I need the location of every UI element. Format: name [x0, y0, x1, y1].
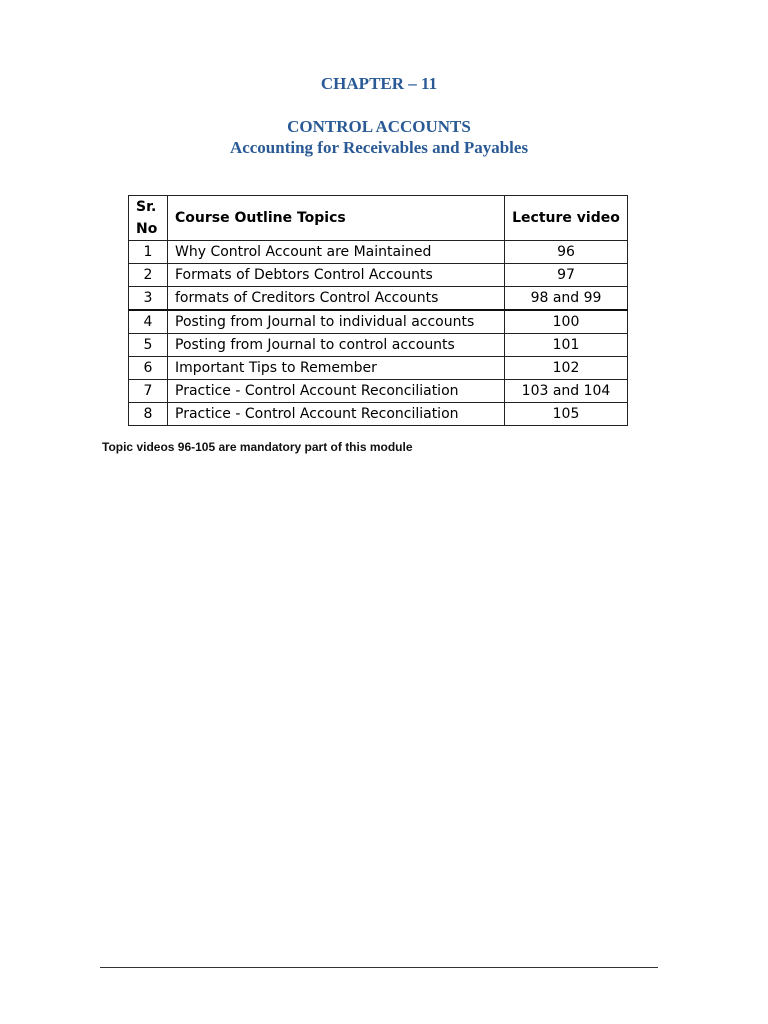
row-topic: Posting from Journal to control accounts: [168, 334, 505, 357]
row-sr: 7: [129, 380, 168, 403]
row-topic: Practice - Control Account Reconciliation: [168, 380, 505, 403]
header-sr-line2: No: [136, 221, 158, 237]
row-topic: Why Control Account are Maintained: [168, 241, 505, 264]
section-subtitle: Accounting for Receivables and Payables: [229, 138, 529, 157]
row-sr: 2: [129, 264, 168, 287]
row-video: 101: [505, 334, 628, 357]
table-row: [129, 310, 628, 334]
table-row: [129, 357, 628, 380]
header-sr-line1: Sr.: [136, 199, 157, 215]
row-topic: Practice - Control Account Reconciliation: [168, 403, 505, 426]
row-sr: 3: [129, 287, 168, 311]
table-row: [129, 264, 628, 287]
table-row: [129, 403, 628, 426]
row-video: 103 and 104: [505, 380, 628, 403]
row-video: 98 and 99: [505, 287, 628, 311]
row-sr: 5: [129, 334, 168, 357]
row-sr: 1: [129, 241, 168, 264]
course-outline-table: [128, 195, 628, 426]
header-topics: Course Outline Topics: [168, 196, 505, 241]
row-sr: 6: [129, 357, 168, 380]
mandatory-note: Topic videos 96-105 are mandatory part of this module: [102, 440, 413, 454]
row-sr: 8: [129, 403, 168, 426]
row-video: 97: [505, 264, 628, 287]
row-topic: Important Tips to Remember: [168, 357, 505, 380]
document-heading: [0, 72, 758, 158]
header-sr-no: [129, 196, 168, 241]
table-header-row: [129, 196, 628, 241]
footer-divider: [100, 967, 658, 968]
row-video: 96: [505, 241, 628, 264]
row-video: 105: [505, 403, 628, 426]
row-topic: formats of Creditors Control Accounts: [168, 287, 505, 311]
row-topic: Formats of Debtors Control Accounts: [168, 264, 505, 287]
table-row: [129, 380, 628, 403]
row-topic: Posting from Journal to individual accounts: [168, 310, 505, 334]
table-row: [129, 287, 628, 311]
section-title: CONTROL ACCOUNTS: [287, 117, 471, 136]
table-row: [129, 334, 628, 357]
header-lecture-video: Lecture video: [505, 196, 628, 241]
chapter-title: CHAPTER – 11: [320, 74, 438, 93]
row-sr: 4: [129, 310, 168, 334]
row-video: 100: [505, 310, 628, 334]
table-row: [129, 241, 628, 264]
row-video: 102: [505, 357, 628, 380]
